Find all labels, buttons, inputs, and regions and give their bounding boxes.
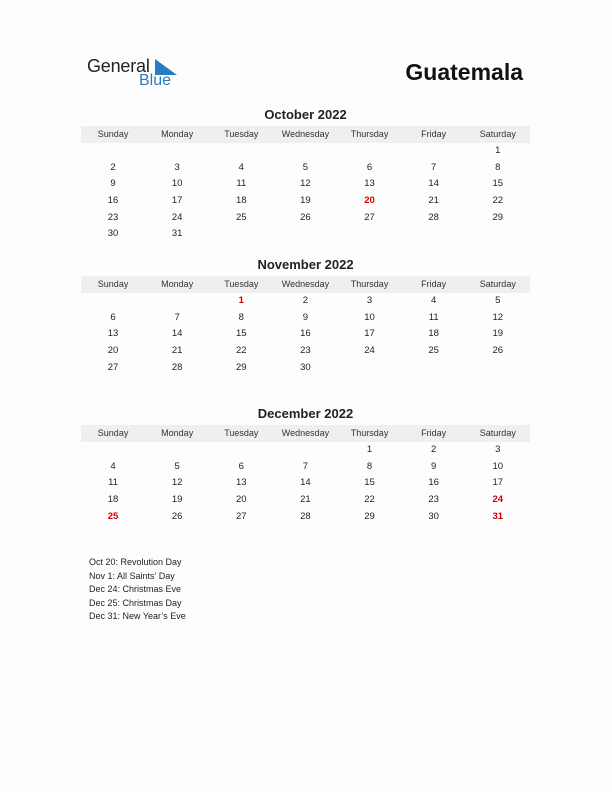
date-cell: 18 [428,328,439,340]
week-row [81,160,530,177]
date-cell: 20 [107,345,119,357]
date-cell: 5 [174,460,180,472]
week-row [81,475,530,492]
weekday-header [81,276,530,293]
date-cell: 12 [492,311,504,323]
date-cell: 7 [431,161,437,173]
holiday-date-cell: 31 [492,510,504,522]
date-cell: 26 [171,510,183,522]
date-cell: 17 [171,195,183,207]
date-cell: 11 [236,178,247,190]
date-cell: 2 [302,295,309,306]
date-cell: 25 [236,211,247,223]
date-cell: 8 [238,311,244,323]
date-cell [402,143,466,160]
week-row [81,293,530,310]
weekday-label: Saturday [479,129,516,139]
date-cell [338,360,402,377]
week-row [81,360,530,377]
weekday-label: Saturday [479,279,516,289]
holiday-date-cell: 24 [492,494,504,506]
date-cell [209,442,273,459]
month-calendar [81,256,530,376]
date-cell: 24 [364,345,375,357]
weekday-header [81,126,530,143]
date-cell [81,293,145,310]
weekday-label: Wednesday [281,129,330,139]
weekday-label: Monday [161,279,194,289]
date-cell: 24 [171,211,183,223]
date-cell: 12 [171,477,183,489]
weekday-header [81,425,530,442]
date-cell: 13 [364,178,375,190]
date-cell: 28 [300,510,311,522]
weekday-label: Friday [421,129,447,139]
date-cell: 10 [171,178,183,190]
week-row [81,326,530,343]
date-cell: 27 [364,211,375,223]
date-cell: 19 [492,328,504,340]
date-cell: 11 [428,311,439,323]
date-cell: 3 [174,161,180,173]
week-row [81,459,530,476]
date-cell [145,442,209,459]
holiday-date-cell: 1 [238,295,244,306]
date-cell [209,143,273,160]
date-cell: 23 [107,211,119,223]
date-cell: 18 [236,195,247,207]
weekday-label: Thursday [350,428,389,438]
date-cell: 1 [366,444,373,455]
date-cell: 23 [428,494,439,506]
date-cell: 5 [495,295,501,306]
date-cell: 8 [495,161,501,173]
date-cell: 2 [110,161,116,173]
date-cell: 28 [428,211,439,223]
date-cell: 3 [495,444,501,455]
date-cell: 23 [300,345,311,357]
date-cell: 29 [236,361,247,373]
weekday-label: Tuesday [224,129,259,139]
date-cell: 9 [431,460,437,472]
date-cell: 15 [492,178,504,190]
date-cell: 15 [236,328,247,340]
week-row [81,226,530,243]
weekday-label: Saturday [479,428,516,438]
weekday-label: Friday [421,428,447,438]
week-row [81,310,530,327]
date-cell [338,143,402,160]
date-cell: 18 [107,494,119,506]
logo-general-text: General [87,56,150,76]
date-cell: 6 [110,311,116,323]
date-cell [81,442,145,459]
weekday-label: Thursday [350,279,389,289]
month-title: November 2022 [257,257,354,272]
date-cell: 21 [428,195,439,207]
month-calendar [81,405,530,525]
date-cell: 29 [364,510,375,522]
date-cell [466,360,530,377]
date-cell [145,143,209,160]
weekday-label: Tuesday [224,279,259,289]
weekday-label: Wednesday [281,428,330,438]
month-title: October 2022 [264,107,347,122]
date-cell [209,226,273,243]
date-cell: 22 [364,494,375,506]
holiday-list-item: Dec 24: Christmas Eve [89,584,182,594]
holiday-date-cell: 25 [107,510,119,522]
date-cell [81,143,145,160]
week-row [81,193,530,210]
date-cell: 12 [300,178,311,190]
date-cell [402,226,466,243]
country-title: Guatemala [405,59,523,85]
weekday-label: Sunday [97,129,129,139]
date-cell [145,293,209,310]
date-cell: 21 [171,345,183,357]
week-row [81,343,530,360]
date-cell [273,143,337,160]
date-cell: 21 [300,494,311,506]
date-cell: 10 [492,460,504,472]
holiday-list-item: Nov 1: All Saints’ Day [89,570,175,581]
date-cell: 9 [302,311,309,323]
week-row [81,492,530,509]
weekday-label: Sunday [97,279,129,289]
holiday-list-item: Oct 20: Revolution Day [89,557,182,567]
week-row [81,143,530,160]
date-cell: 30 [107,228,119,240]
date-cell: 13 [236,477,247,489]
date-cell: 7 [174,311,180,323]
date-cell: 27 [107,361,119,373]
date-cell: 30 [428,510,439,522]
logo-blue-text: Blue [139,72,172,89]
date-cell [273,442,337,459]
holiday-list-item: Dec 25: Christmas Day [89,597,182,608]
date-cell: 19 [300,195,311,207]
holiday-list [89,556,186,624]
date-cell: 11 [108,477,118,489]
date-cell: 30 [300,361,311,373]
date-cell [273,226,337,243]
date-cell: 9 [110,178,116,190]
date-cell: 2 [431,444,437,455]
date-cell: 20 [236,494,247,506]
date-cell: 25 [428,345,439,357]
holiday-date-cell: 20 [364,195,375,207]
date-cell: 3 [366,295,373,306]
date-cell: 26 [300,211,311,223]
week-row [81,176,530,193]
month-title: December 2022 [257,406,354,421]
week-row [81,210,530,227]
weekday-label: Sunday [97,428,129,438]
date-cell: 27 [236,510,247,522]
date-cell: 17 [364,328,375,340]
date-cell: 6 [366,161,373,173]
date-cell: 4 [431,295,437,306]
date-cell: 14 [300,477,311,489]
generalblue-logo [87,56,187,92]
date-cell: 15 [364,477,375,489]
date-cell: 29 [492,211,504,223]
date-cell [338,226,402,243]
date-cell: 26 [492,345,504,357]
date-cell: 16 [300,328,311,340]
date-cell: 31 [171,228,183,240]
week-row [81,442,530,459]
week-row [81,509,530,526]
weekday-label: Monday [161,428,194,438]
date-cell: 16 [428,477,439,489]
date-cell: 13 [107,328,119,340]
weekday-label: Thursday [350,129,389,139]
date-cell: 7 [302,460,309,472]
date-cell: 19 [171,494,183,506]
date-cell: 14 [171,328,183,340]
date-cell: 10 [364,311,375,323]
holiday-list-item: Dec 31: New Year’s Eve [89,611,186,621]
date-cell: 14 [428,178,439,190]
date-cell: 6 [238,460,244,472]
date-cell: 4 [110,460,116,472]
weekday-label: Friday [421,279,447,289]
date-cell [466,226,530,243]
weekday-label: Wednesday [281,279,330,289]
date-cell: 4 [238,161,244,173]
date-cell: 17 [492,477,504,489]
date-cell: 22 [236,345,247,357]
date-cell: 1 [495,145,501,156]
date-cell: 28 [171,361,183,373]
weekday-label: Monday [161,129,194,139]
date-cell: 5 [302,161,309,173]
date-cell: 8 [366,460,373,472]
date-cell [402,360,466,377]
date-cell: 22 [492,195,504,207]
weekday-label: Tuesday [224,428,259,438]
date-cell: 16 [107,195,119,207]
month-calendar [81,106,530,243]
